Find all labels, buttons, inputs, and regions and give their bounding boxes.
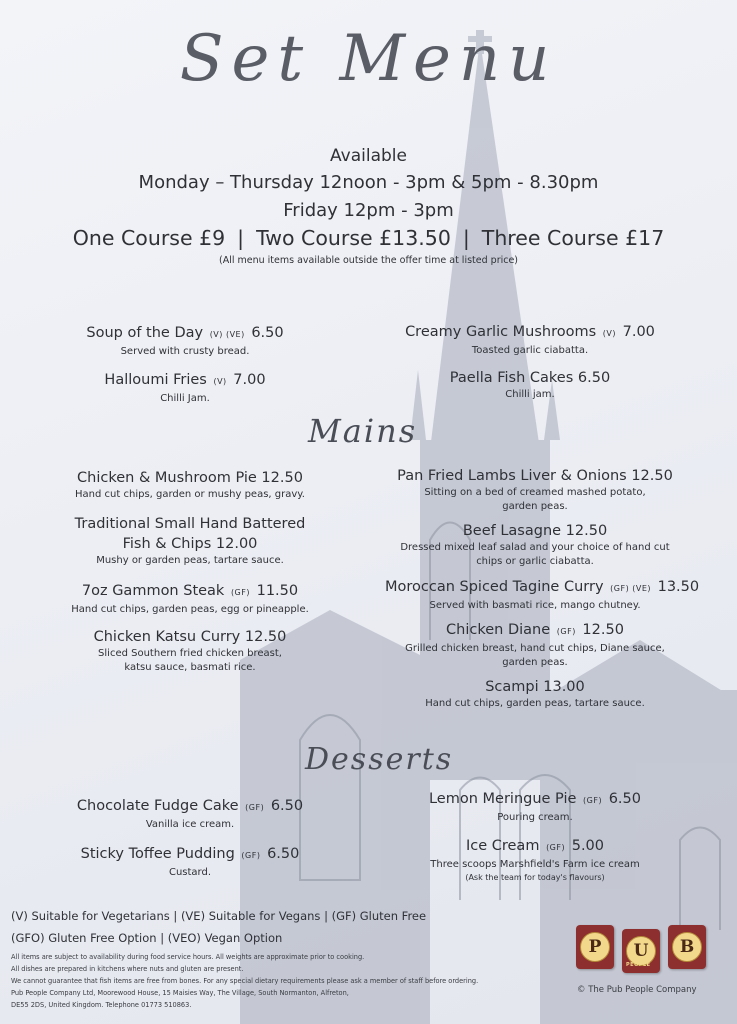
menu-item — [60, 796, 320, 832]
menu-item — [405, 789, 665, 825]
item-name: Fish & Chips 12.00 — [122, 536, 258, 552]
menu-item — [385, 521, 685, 569]
mains-heading: Mains — [308, 412, 418, 450]
item-price: 12.50 — [582, 622, 624, 638]
logo-subtitle: PEOPLE — [626, 962, 651, 968]
item-name: Moroccan Spiced Tagine Curry — [385, 579, 604, 595]
item-price: 6.50 — [608, 791, 641, 807]
item-name: Lemon Meringue Pie — [428, 791, 577, 807]
item-description: Hand cut chips, garden peas, tartare sauce. — [425, 698, 645, 709]
item-name: 7oz Gammon Steak — [81, 583, 225, 599]
item-description: Sitting on a bed of creamed mashed potato, — [424, 487, 646, 498]
available-label: Available — [330, 146, 407, 166]
price-one-course: One Course £9 — [72, 226, 226, 250]
price-separator: | — [462, 226, 470, 250]
item-price: 6.50 — [267, 846, 300, 862]
menu-item — [405, 836, 665, 884]
logo-letter: B — [672, 932, 702, 962]
item-description: Chilli jam. — [505, 389, 555, 400]
small-print-line: All dishes are prepared in kitchens where nuts and gluten are present. — [11, 965, 244, 973]
item-name: Pan Fried Lambs Liver & Onions 12.50 — [397, 468, 673, 484]
item-name: Chicken Katsu Curry 12.50 — [93, 629, 287, 645]
item-tags: (GF) — [546, 843, 566, 852]
item-price: 5.00 — [571, 838, 605, 854]
item-description: Grilled chicken breast, hand cut chips, Diane sauce, — [405, 643, 665, 654]
logo-letter: P — [580, 932, 610, 962]
item-price: 6.50 — [251, 325, 284, 341]
item-description: Custard. — [168, 867, 212, 878]
menu-item — [60, 323, 310, 359]
item-description: Hand cut chips, garden or mushy peas, gravy. — [75, 489, 305, 500]
small-print-line: DE55 2DS, United Kingdom. Telephone 01773 510863. — [11, 1001, 192, 1009]
small-print-line: We cannot guarantee that fish items are free from bones. For any special dietary requirements please ask a member of staff before ordering. — [11, 977, 479, 985]
item-description: katsu sauce, basmati rice. — [124, 662, 256, 673]
course-prices — [0, 226, 737, 250]
small-print-line: All items are subject to availability during food service hours. All weights are approximate prior to cooking. — [11, 953, 365, 961]
menu-item — [385, 577, 700, 613]
logo-letter: U — [626, 936, 656, 966]
price-three-course: Three Course £17 — [481, 226, 665, 250]
item-price: 11.50 — [256, 583, 299, 599]
item-name: Chicken & Mushroom Pie 12.50 — [77, 470, 303, 486]
menu-item — [60, 370, 310, 406]
pub-people-logo — [576, 925, 712, 975]
item-name: Chocolate Fudge Cake — [76, 798, 239, 814]
item-description: Served with basmati rice, mango chutney. — [429, 600, 641, 611]
menu-item — [400, 322, 660, 358]
item-name: Beef Lasagne 12.50 — [462, 523, 608, 539]
dietary-legend-line-1: (V) Suitable for Vegetarians | (VE) Suitable for Vegans | (GF) Gluten Free — [11, 909, 427, 923]
menu-item — [50, 627, 330, 675]
menu-item — [50, 468, 330, 502]
item-name: Chicken Diane — [446, 622, 551, 638]
item-name: Creamy Garlic Mushrooms — [405, 324, 597, 340]
item-description: garden peas. — [502, 657, 568, 668]
dietary-legend-line-2: (GFO) Gluten Free Option | (VEO) Vegan Option — [11, 931, 283, 945]
item-tags: (GF) — [230, 588, 250, 597]
menu-title: Set Menu — [179, 22, 558, 96]
item-name: Sticky Toffee Pudding — [80, 846, 235, 862]
small-print-line: Pub People Company Ltd, Moorewood House, 15 Maisies Way, The Village, South Normanton, Alfreton, — [11, 989, 349, 997]
item-description: garden peas. — [502, 501, 568, 512]
item-note: (Ask the team for today's flavours) — [465, 873, 605, 882]
item-name: Soup of the Day — [86, 325, 204, 341]
logo-tile — [576, 925, 614, 969]
item-description: Pouring cream. — [497, 812, 573, 823]
item-description: Hand cut chips, garden peas, egg or pineapple. — [71, 604, 309, 615]
item-name: Traditional Small Hand Battered — [74, 516, 306, 532]
menu-item — [50, 514, 330, 568]
item-description: Chilli Jam. — [160, 393, 210, 404]
item-name: Scampi 13.00 — [485, 679, 585, 695]
item-tags: (GF) — [241, 851, 261, 860]
logo-tile — [668, 925, 706, 969]
item-description: Toasted garlic ciabatta. — [471, 345, 589, 356]
item-tags: (V) — [213, 377, 227, 386]
item-price: 13.50 — [657, 579, 700, 595]
item-description: Mushy or garden peas, tartare sauce. — [96, 555, 284, 566]
menu-item — [400, 368, 660, 402]
item-tags: (GF) — [556, 627, 576, 636]
item-description: Served with crusty bread. — [120, 346, 250, 357]
menu-item — [385, 620, 685, 670]
item-description: Sliced Southern fried chicken breast, — [98, 648, 282, 659]
item-price: 7.00 — [233, 372, 266, 388]
item-price: 6.50 — [577, 370, 611, 386]
item-tags: (V) (VE) — [209, 330, 245, 339]
item-tags: (V) — [602, 329, 617, 338]
weekday-hours: Monday – Thursday 12noon - 3pm & 5pm - 8.30pm — [138, 172, 599, 193]
item-name: Paella Fish Cakes — [449, 370, 574, 386]
item-description: chips or garlic ciabatta. — [476, 556, 594, 567]
friday-hours: Friday 12pm - 3pm — [283, 200, 454, 221]
item-description: Dressed mixed leaf salad and your choice of hand cut — [400, 542, 670, 553]
item-tags: (GF) (VE) — [610, 584, 651, 593]
menu-item — [385, 677, 685, 711]
item-tags: (GF) — [583, 796, 603, 805]
item-tags: (GF) — [245, 803, 265, 812]
menu-item — [385, 466, 685, 514]
price-two-course: Two Course £13.50 — [256, 226, 451, 250]
copyright: © The Pub People Company — [577, 985, 697, 995]
item-name: Ice Cream — [465, 838, 540, 854]
item-description: Three scoops Marshfield's Farm ice cream — [430, 859, 640, 870]
price-separator: | — [237, 226, 245, 250]
desserts-heading: Desserts — [305, 742, 454, 777]
item-price: 7.00 — [622, 324, 655, 340]
item-name: Halloumi Fries — [104, 372, 207, 388]
menu-item — [60, 844, 320, 880]
menu-item — [50, 581, 330, 617]
item-description: Vanilla ice cream. — [145, 819, 235, 830]
offer-note: (All menu items available outside the offer time at listed price) — [218, 255, 519, 266]
item-price: 6.50 — [270, 798, 304, 814]
